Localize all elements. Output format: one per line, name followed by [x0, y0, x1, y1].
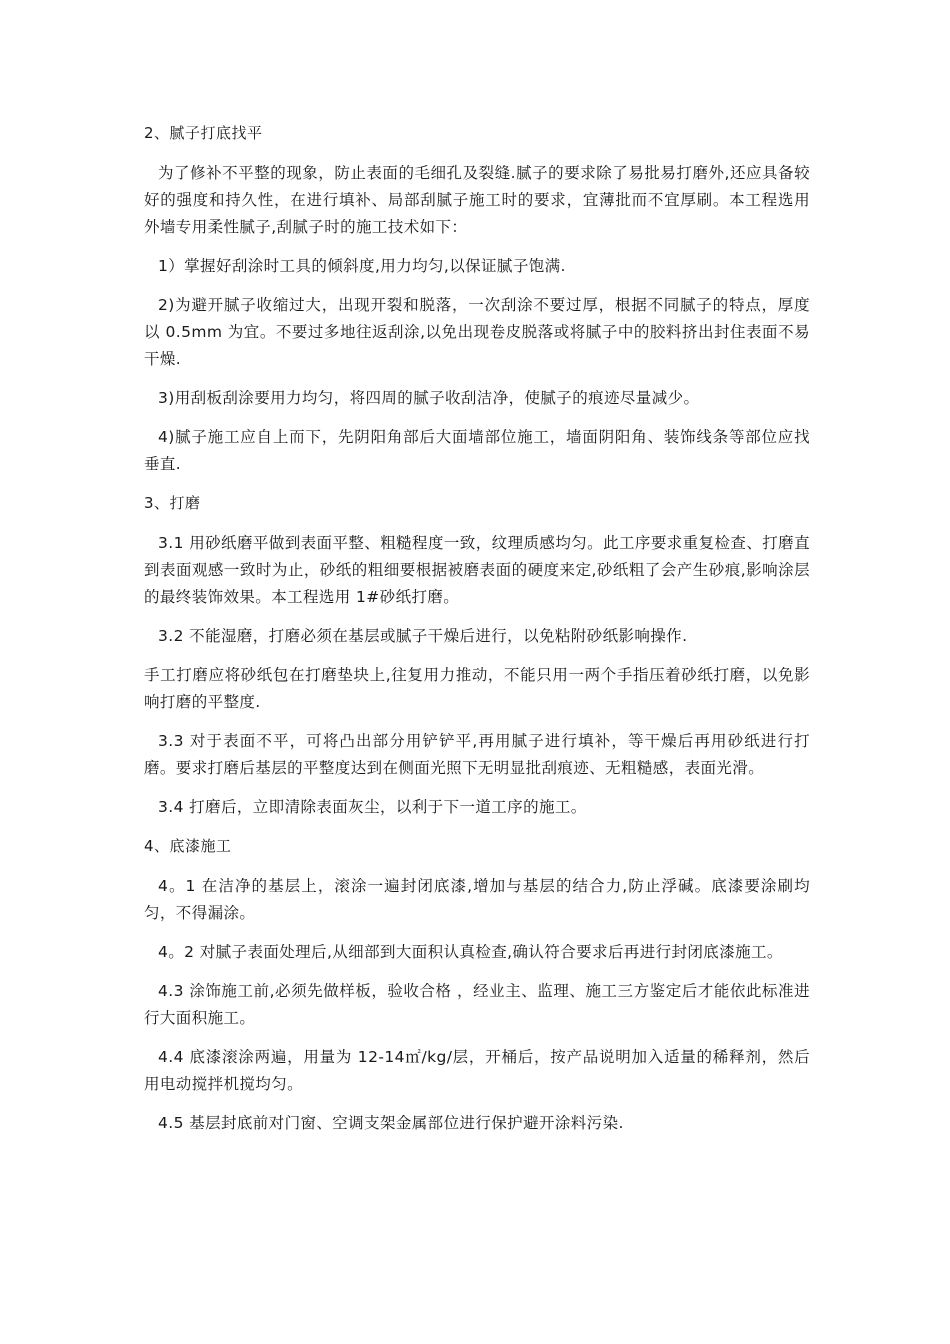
paragraph: 4.5 基层封底前对门窗、空调支架金属部位进行保护避开涂料污染.	[158, 1114, 624, 1132]
paragraph: 4.4 底漆滚涂两遍，用量为 12-14㎡/kg/层，开桶后，按产品说明加入适量的稀释剂，然后用电动搅拌机搅均匀。	[144, 1048, 810, 1093]
paragraph: 4)腻子施工应自上而下，先阴阳角部后大面墙部位施工，墙面阴阳角、装饰线条等部位应找垂直.	[144, 428, 810, 473]
paragraph: 4.3 涂饰施工前,必须先做样板，验收合格 ，经业主、监理、施工三方鉴定后才能依此标准进行大面积施工。	[144, 982, 810, 1027]
paragraph: 3.2 不能湿磨，打磨必须在基层或腻子干燥后进行，以免粘附砂纸影响操作.	[158, 627, 688, 645]
paragraph: 4。2 对腻子表面处理后,从细部到大面积认真检查,确认符合要求后再进行封闭底漆施工。	[158, 943, 783, 961]
paragraph: 3.1 用砂纸磨平做到表面平整、粗糙程度一致，纹理质感均匀。此工序要求重复检查、打磨直到表面观感一致时为止，砂纸的粗细要根据被磨表面的硬度来定,砂纸粗了会产生砂痕,影响涂层的最终装饰效果。本工程选用 1#砂纸打磨。	[144, 534, 810, 606]
section-heading-putty: 2、腻子打底找平	[144, 124, 263, 142]
paragraph: 1）掌握好刮涂时工具的倾斜度,用力均匀,以保证腻子饱满.	[158, 257, 566, 275]
paragraph: 3.4 打磨后，立即清除表面灰尘，以利于下一道工序的施工。	[158, 798, 587, 816]
paragraph: 4。1 在洁净的基层上，滚涂一遍封闭底漆,增加与基层的结合力,防止浮碱。底漆要涂刷均匀，不得漏涂。	[144, 877, 810, 922]
paragraph: 为了修补不平整的现象，防止表面的毛细孔及裂缝.腻子的要求除了易批易打磨外,还应具备较好的强度和持久性，在进行填补、局部刮腻子施工时的要求，宜薄批而不宜厚刷。本工程选用外墙专用柔性腻子,刮腻子时的施工技术如下：	[144, 164, 810, 236]
document-body	[144, 120, 810, 1149]
paragraph: 3.3 对于表面不平，可将凸出部分用铲铲平,再用腻子进行填补，等干燥后再用砂纸进行打磨。要求打磨后基层的平整度达到在侧面光照下无明显批刮痕迹、无粗糙感，表面光滑。	[144, 732, 810, 777]
paragraph: 2)为避开腻子收缩过大，出现开裂和脱落，一次刮涂不要过厚，根据不同腻子的特点，厚度以 0.5mm 为宜。不要过多地往返刮涂,以免出现卷皮脱落或将腻子中的胶料挤出封住表面不易干燥.	[144, 296, 810, 368]
paragraph: 3)用刮板刮涂要用力均匀，将四周的腻子收刮洁净，使腻子的痕迹尽量减少。	[158, 389, 700, 407]
section-heading-sanding: 3、打磨	[144, 494, 201, 512]
paragraph: 手工打磨应将砂纸包在打磨垫块上,往复用力推动，不能只用一两个手指压着砂纸打磨，以免影响打磨的平整度.	[144, 666, 810, 711]
section-heading-primer: 4、底漆施工	[144, 837, 232, 855]
